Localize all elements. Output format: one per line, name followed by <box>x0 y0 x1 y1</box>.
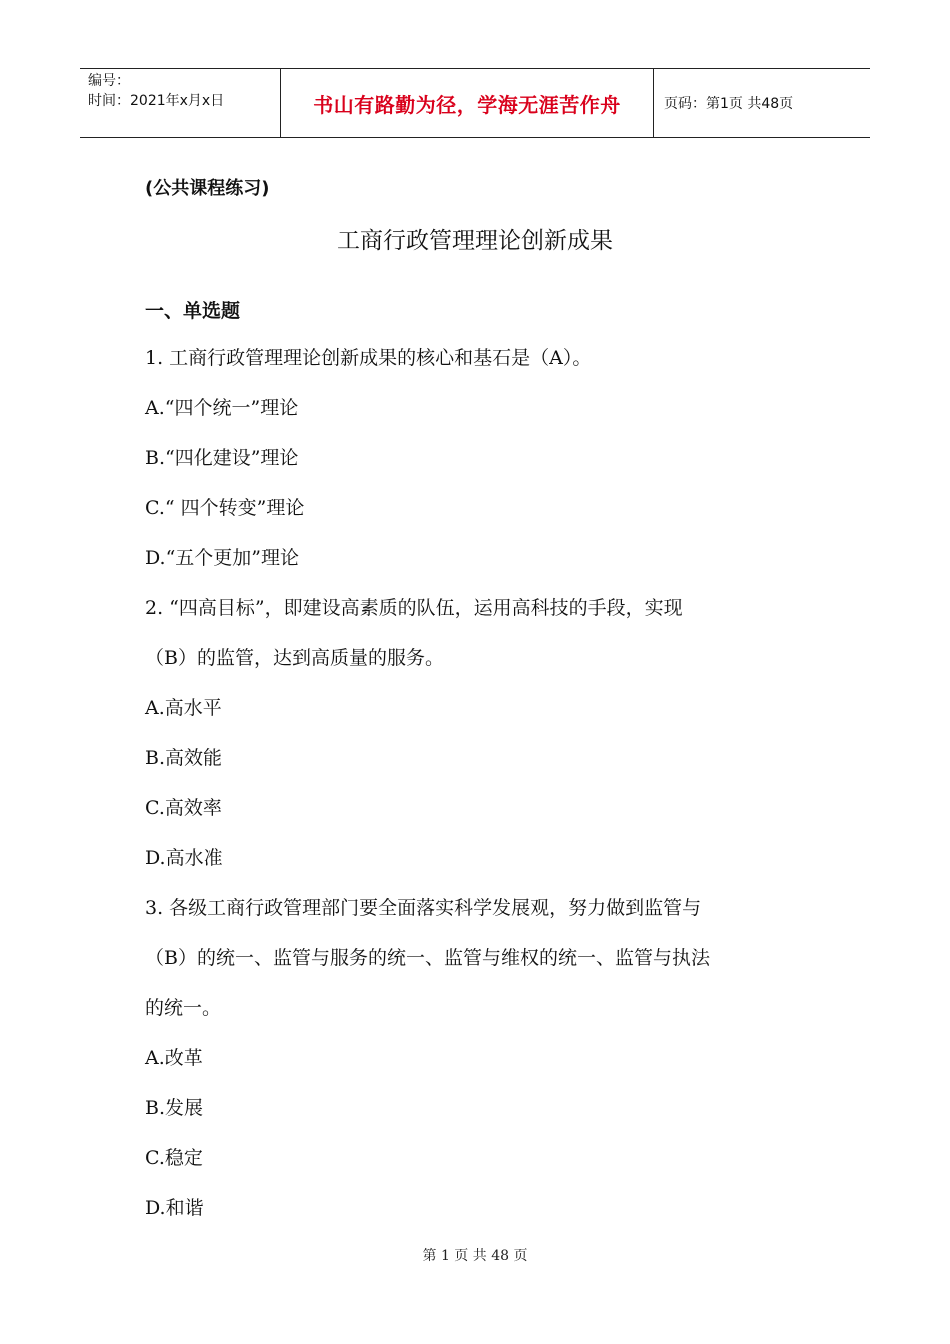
document-title: 工商行政管理理论创新成果 <box>337 228 613 254</box>
page-footer: 第 1 页 共 48 页 <box>422 1248 528 1264</box>
time-label: 时间：2021年x月x日 <box>88 93 225 109</box>
header-motto-cell <box>280 69 654 137</box>
text-line: C.稳定 <box>145 1147 203 1169</box>
text-line: D.“五个更加”理论 <box>145 547 300 569</box>
text-line: 的统一。 <box>145 997 222 1019</box>
motto-text: 书山有路勤为径，学海无涯苦作舟 <box>313 92 621 117</box>
text-line: 1. 工商行政管理理论创新成果的核心和基石是（A）。 <box>145 347 592 369</box>
text-line: 3. 各级工商行政管理部门要全面落实科学发展观，努力做到监管与 <box>145 897 702 919</box>
course-tag: (公共课程练习) <box>145 178 270 199</box>
text-line: B.“四化建设”理论 <box>145 447 299 469</box>
text-line: B.发展 <box>145 1097 204 1119</box>
text-line: （B）的统一、监管与服务的统一、监管与维权的统一、监管与执法 <box>145 947 710 969</box>
text-line: C.高效率 <box>145 797 222 819</box>
text-line: 2. “四高目标”，即建设高素质的队伍，运用高科技的手段，实现 <box>145 597 683 619</box>
text-line: （B）的监管，达到高质量的服务。 <box>145 647 444 669</box>
page-info: 页码：第1页 共48页 <box>664 96 794 112</box>
text-line: A.改革 <box>145 1047 203 1069</box>
text-line: D.和谐 <box>145 1197 204 1219</box>
question-list <box>145 333 815 1233</box>
text-line: D.高水准 <box>145 847 223 869</box>
text-line: A.“四个统一”理论 <box>145 397 299 419</box>
header-left-cell <box>80 69 280 137</box>
document-header <box>80 68 870 138</box>
text-line: B.高效能 <box>145 747 223 769</box>
text-line: C.“ 四个转变”理论 <box>145 497 305 519</box>
number-label: 编号： <box>88 73 130 89</box>
section-heading: 一、单选题 <box>145 300 241 322</box>
text-line: A.高水平 <box>145 697 222 719</box>
header-page-cell <box>654 69 870 137</box>
